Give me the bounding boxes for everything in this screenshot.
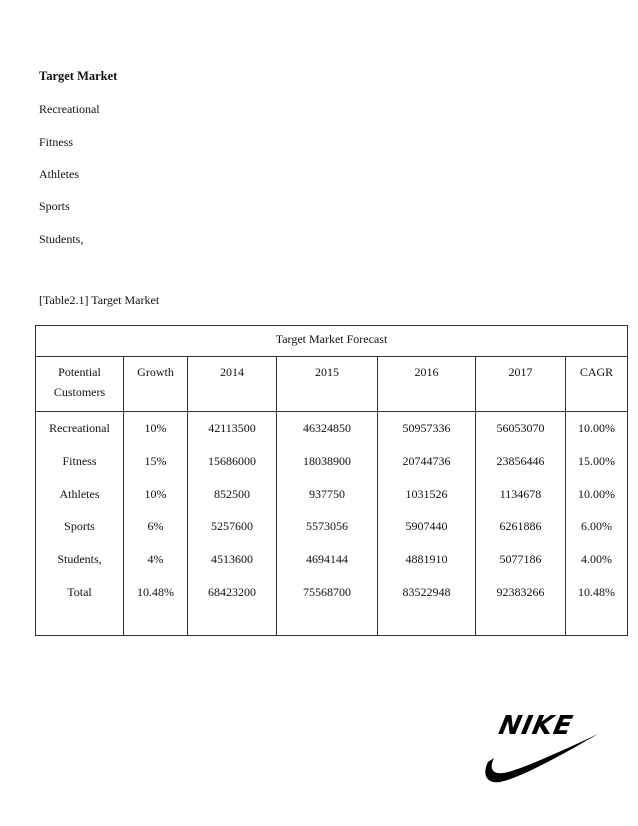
header-growth [124,357,188,412]
table-title-text: Target Market Forecast [275,332,388,346]
header-2016 [378,357,476,412]
table-caption: [Table2.1] Target Market [39,293,160,307]
table-cell: Athletes [59,486,100,501]
table-cell: 75568700 [303,584,351,599]
table-cell: 4881910 [405,552,448,567]
col-growth [124,412,188,636]
segment-recreational: Recreational [39,102,100,116]
segment-fitness: Fitness [39,135,74,149]
table-cell: 83522948 [402,584,451,599]
table-cell: 10% [144,486,167,501]
table-cell: 42113500 [208,421,256,435]
table-cell: 18038900 [303,453,351,468]
table-cell: Sports [64,519,95,534]
forecast-table [35,325,628,636]
table-cell: 6.00% [581,519,612,534]
table-cell: 68423200 [208,584,256,599]
table-cell: 4513600 [211,552,253,567]
table-cell: 4% [147,552,164,567]
col-2017 [476,412,566,636]
table-cell: 10.48% [578,584,615,599]
header-2017 [476,357,566,412]
table-cell: 852500 [214,486,250,501]
table-cell: 5077186 [499,552,542,567]
table-cell: 10% [144,421,167,435]
table-cell: 15.00% [578,453,615,468]
table-cell: 6% [147,519,164,534]
table-cell: 23856446 [496,453,545,468]
table-cell: 5573056 [306,519,348,534]
header-text: CAGR [579,365,614,379]
segment-sports: Sports [39,199,70,213]
col-2015 [277,412,378,636]
header-text: Growth [137,365,174,379]
table-cell: 1031526 [405,486,448,501]
table-cell: Fitness [62,453,97,468]
table-cell: 4694144 [306,552,348,567]
header-text: 2016 [414,365,439,379]
table-cell: 50957336 [402,421,451,435]
header-text: 2014 [220,365,244,379]
svg-text:NIKE: NIKE [496,711,576,741]
col-2014 [188,412,277,636]
table-cell: Total [67,584,92,599]
table-cell: 5907440 [405,519,448,534]
header-text: 2015 [315,365,339,379]
table-cell: 92383266 [496,584,545,599]
table-cell: 937750 [309,486,345,501]
table-cell: 56053070 [496,421,545,435]
header-2015 [277,357,378,412]
header-text: Potential Customers [53,365,106,399]
segment-athletes: Athletes [39,167,79,181]
table-cell: 10.00% [578,421,615,435]
col-cagr [566,412,628,636]
section-heading: Target Market [39,69,118,83]
col-2016 [378,412,476,636]
table-cell: Recreational [49,421,110,435]
table-cell: 20744736 [402,453,451,468]
table-title [36,326,628,357]
header-cagr [566,357,628,412]
col-potential-customers [36,412,124,636]
table-cell: 4.00% [581,552,612,567]
table-cell: 1134678 [499,486,542,501]
table-cell: 5257600 [211,519,253,534]
table-cell: 15% [144,453,167,468]
table-cell: 15686000 [208,453,256,468]
table-cell: 10.00% [578,486,615,501]
segment-students: Students, [39,232,84,246]
header-2014 [188,357,277,412]
table-cell: 6261886 [499,519,542,534]
table-cell: 10.48% [137,584,174,599]
header-text: 2017 [508,365,533,379]
table-cell: Students, [57,552,102,567]
header-potential-customers [36,357,124,412]
table-cell: 46324850 [303,421,351,435]
nike-logo [480,704,600,790]
